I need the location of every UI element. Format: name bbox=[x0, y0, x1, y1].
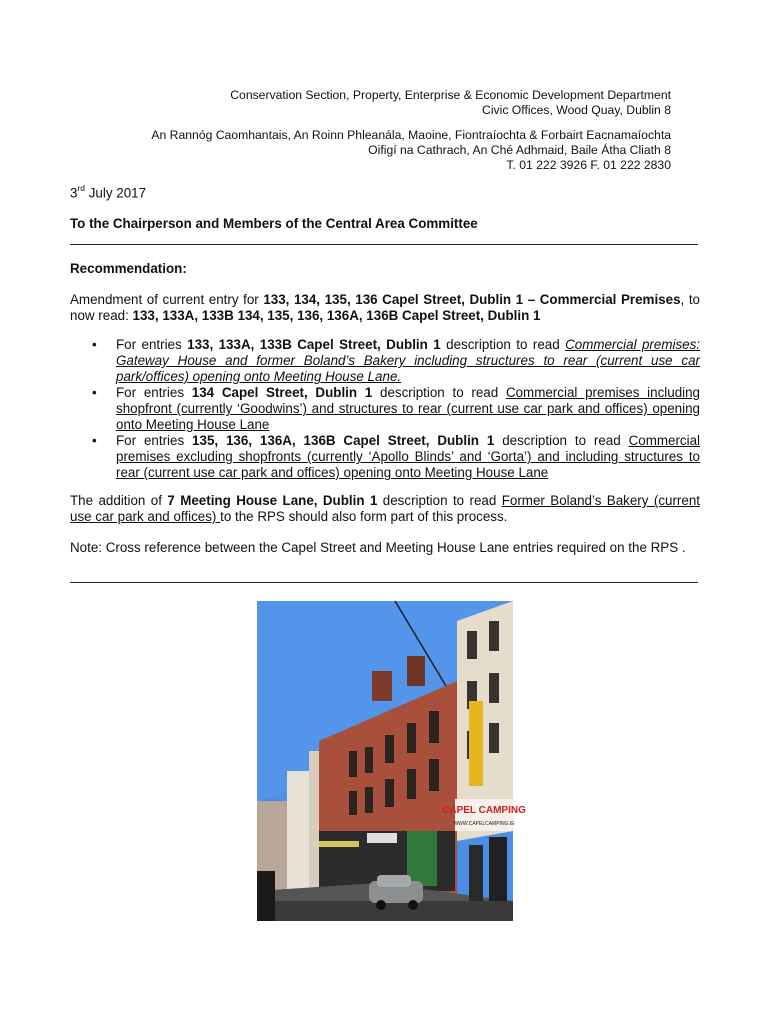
letter-date: 3rd July 2017 bbox=[70, 183, 147, 201]
list-item: • For entries 135, 136, 136A, 136B Capel Street, Dublin 1 description to read Commercial premises excluding shopfronts (currently ‘Apollo Blinds’ and ‘Gorta’) and including structures to rear (current use car park and offices) opening onto Meeting House Lane bbox=[92, 433, 701, 480]
entries-list bbox=[70, 337, 700, 481]
shop-sign-capel: CAPEL CAMPING bbox=[442, 805, 526, 816]
bullet-icon: • bbox=[92, 385, 97, 400]
department-address: Civic Offices, Wood Quay, Dublin 8 bbox=[482, 103, 671, 117]
shop-sign-web: WWW.CAPELCAMPING.IE bbox=[453, 821, 515, 827]
note-paragraph: Note: Cross reference between the Capel Street and Meeting House Lane entries required on the RPS . bbox=[70, 540, 686, 555]
department-name: Conservation Section, Property, Enterprise & Economic Development Department bbox=[230, 88, 671, 102]
department-address-english bbox=[230, 88, 671, 118]
addition-paragraph: The addition of 7 Meeting House Lane, Dublin 1 description to read Former Boland’s Bakery (current use car park and offices) to the RPS should also form part of this process. bbox=[70, 493, 700, 524]
bullet-icon: • bbox=[92, 433, 97, 448]
department-address-irish bbox=[151, 128, 671, 173]
divider bbox=[70, 244, 698, 245]
divider bbox=[70, 582, 698, 583]
list-item: • For entries 134 Capel Street, Dublin 1 description to read Commercial premises including shopfront (currently ‘Goodwins’) and structures to rear (current use car park and offices) opening onto Meeting House Lane bbox=[92, 385, 701, 432]
amendment-paragraph: Amendment of current entry for 133, 134, 135, 136 Capel Street, Dublin 1 – Commercial Premises, to now read: 133, 133A, 133B 134, 135, 136, 136A, 136B Capel Street, Dublin 1 bbox=[70, 292, 700, 323]
recommendation-heading: Recommendation: bbox=[70, 261, 187, 276]
bullet-icon: • bbox=[92, 337, 97, 352]
street-photo bbox=[257, 601, 526, 921]
list-item: • For entries 133, 133A, 133B Capel Street, Dublin 1 description to read Commercial premises: Gateway House and former Boland’s Bakery including structures to rear (current use car park/offices) opening onto Meeting House Lane. bbox=[92, 337, 701, 384]
addressee: To the Chairperson and Members of the Central Area Committee bbox=[70, 216, 478, 231]
department-name-irish: An Rannóg Caomhantais, An Roinn Phleanála, Maoine, Fiontraíochta & Forbairt Eacnamaíochta bbox=[151, 128, 671, 142]
department-address-irish-line: Oifigí na Cathrach, An Ché Adhmaid, Baile Átha Cliath 8 bbox=[368, 143, 671, 157]
phone-fax: T. 01 222 3926 F. 01 222 2830 bbox=[506, 158, 671, 172]
